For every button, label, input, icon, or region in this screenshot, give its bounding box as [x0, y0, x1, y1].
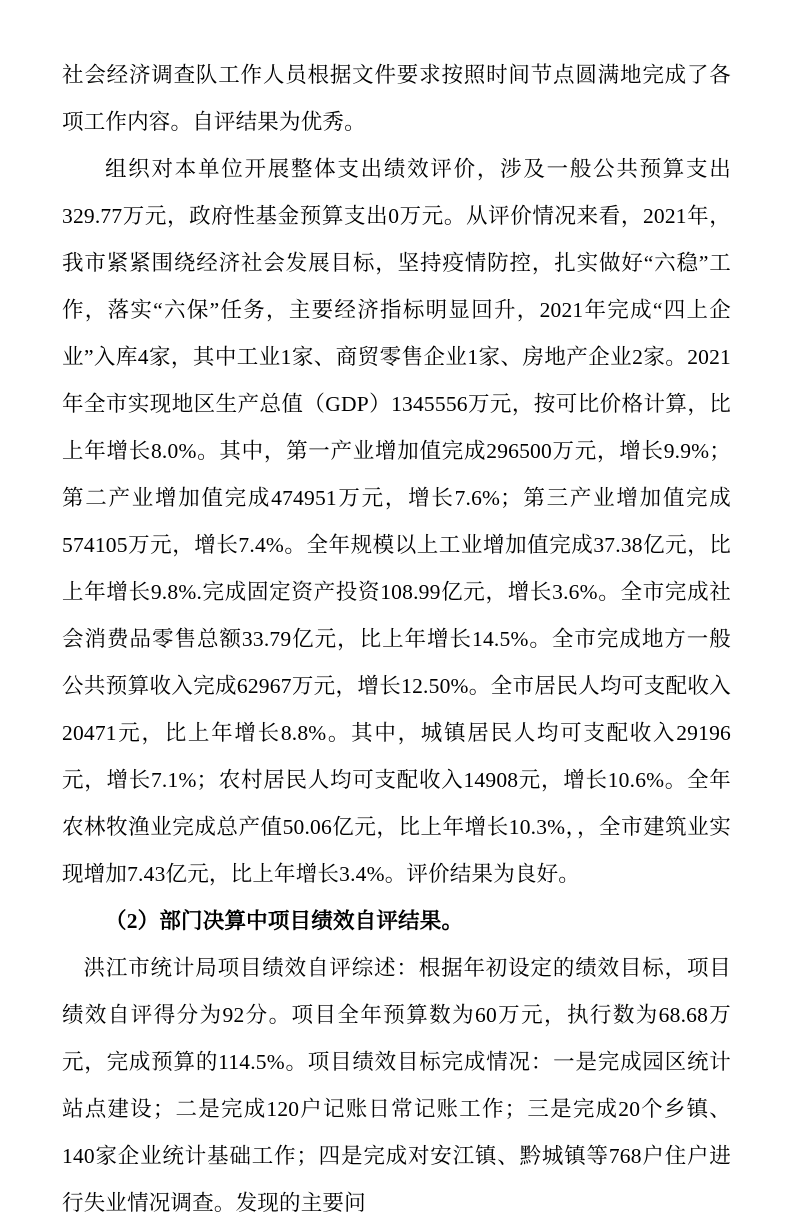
paragraph-overall-performance: 组织对本单位开展整体支出绩效评价，涉及一般公共预算支出329.77万元，政府性基金预算支出0万元。从评价情况来看，2021年，我市紧紧围绕经济社会发展目标，坚持疫情防控，扎实做好“六稳”工作，落实“六保”任务，主要经济指标明显回升，2021年完成“四上企业”入库4家，其中工业1家、商贸零售企业1家、房地产企业2家。2021年全市实现地区生产总值（GDP）1345556万元，按可比价格计算，比上年增长8.0%。其中，第一产业增加值完成296500万元，增长9.9%；第二产业增加值完成474951万元，增长7.6%；第三产业增加值完成574105万元，增长7.4%。全年规模以上工业增加值完成37.38亿元，比上年增长9.8%.完成固定资产投资108.99亿元，增长3.6%。全市完成社会消费品零售总额33.79亿元，比上年增长14.5%。全市完成地方一般公共预算收入完成62967万元，增长12.50%。全市居民人均可支配收入20471元，比上年增长8.8%。其中，城镇居民人均可支配收入29196元，增长7.1%；农村居民人均可支配收入14908元，增长10.6%。全年农林牧渔业完成总产值50.06亿元，比上年增长10.3%，，全市建筑业实现增加7.43亿元，比上年增长3.4%。评价结果为良好。	[62, 157, 731, 886]
paragraph-project-self-evaluation: 洪江市统计局项目绩效自评综述：根据年初设定的绩效目标，项目绩效自评得分为92分。项目全年预算数为60万元，执行数为68.68万元，完成预算的114.5%。项目绩效目标完成情况：一是完成园区统计站点建设；二是完成120户记账日常记账工作；三是完成20个乡镇、140家企业统计基础工作；四是完成对安江镇、黔城镇等768户住户进行失业情况调查。发现的主要问	[62, 956, 731, 1215]
document-body	[62, 52, 731, 1227]
heading-project-self-evaluation: （2）部门决算中项目绩效自评结果。	[105, 909, 464, 933]
paragraph-continued-top: 社会经济调查队工作人员根据文件要求按照时间节点圆满地完成了各项工作内容。自评结果为优秀。	[62, 63, 731, 134]
